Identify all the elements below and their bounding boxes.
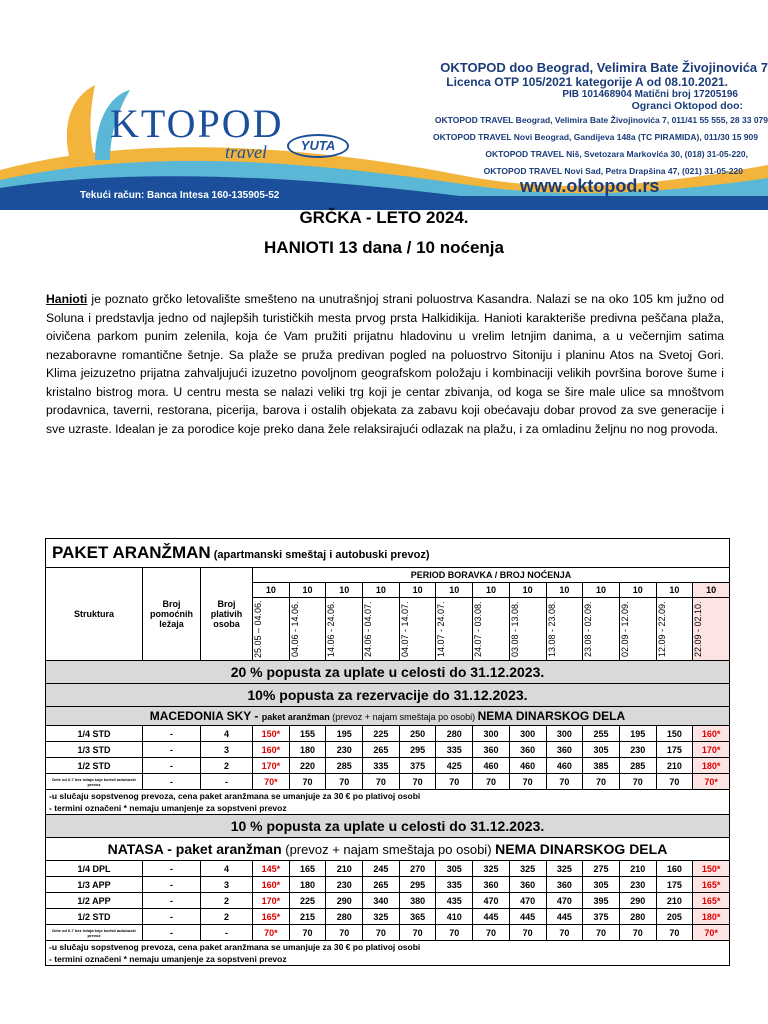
price-cell: 445 [546, 909, 583, 925]
page-title: GRČKA - LETO 2024. [299, 208, 469, 227]
price-cell: 175 [656, 742, 693, 758]
band-text: 10% popusta za rezervacije do 31.12.2023. [247, 687, 528, 703]
price-cell: 180* [693, 758, 730, 774]
price-cell: 275 [583, 861, 620, 877]
price-cell: 460 [473, 758, 510, 774]
price-cell: 300 [473, 726, 510, 742]
band-text: 10 % popusta za uplate u celosti do 31.12.2023. [230, 818, 545, 834]
price-cell: 145* [253, 861, 290, 877]
price-cell: 360 [546, 742, 583, 758]
price-cell: 470 [509, 893, 546, 909]
band-text: (prevoz + najam smeštaja po osobi) [329, 712, 478, 722]
logo-text: KTOPOD [110, 101, 284, 146]
price-cell: 165* [693, 893, 730, 909]
period-cell [326, 598, 363, 661]
footnote: - termini označeni * nemaju umanjenje za sopstveni prevoz [46, 953, 730, 966]
price-cell: 265 [363, 877, 400, 893]
price-cell: 180* [693, 909, 730, 925]
price-cell: 165 [289, 861, 326, 877]
band-text: (prevoz + najam smeštaja po osobi) [281, 842, 496, 857]
price-cell: 210 [656, 758, 693, 774]
price-cell: 460 [546, 758, 583, 774]
price-cell: 70 [546, 925, 583, 941]
nights-cell: 10 [656, 583, 693, 598]
struktura-cell: 1/3 APP [46, 877, 143, 893]
price-cell: 380 [399, 893, 436, 909]
company-line: PIB 101468904 Matični broj 17205196 [562, 89, 738, 100]
table-title: PAKET ARANŽMAN (apartmanski smeštaj i autobuski prevoz) [46, 539, 730, 568]
intro-text: je poznato grčko letovalište smešteno na unutrašnjoj strani poluostrva Kasandra. Nalazi se na oko 105 km južno od Soluna i predstavlja jedno od najlepših turističkih mesta prvog prsta Halkidikija. Hanioti karakteriše predivna peščana plaža, oivičena parkom punim zelenila, koja će Vam pružiti prijatnu hladovinu u vrelim letnjim danima, a u večernjim satima nezaboravne romantične šetnje. Sa plaže se pruža predivan pogled na poluostrvo Sitoniju i planinu Atos na Svetoj Gori. Klima jeizuzetno prijatna zahvaljujući izuzetno povoljnom geografskom položaju i kombinaciji velikih površina borove šume i kristalno bistrog mora. U centru mesta se nalazi veliki trg koji je centar zbivanja, od koga se šire male ulice sa mnoštvom prodavnica, taverni, restorana, picerija, barova i ostalih objekata za zabavu koji obećavaju dobar provod za sve generacije i sve uzraste. Idealan je za porodice koje preko dana žele relaksirajući odlazak na plažu, i za omladinu željnu no nog provoda. [46, 292, 724, 436]
price-cell: 70 [289, 925, 326, 941]
period-cell [363, 598, 400, 661]
footnote: - termini označeni * nemaju umanjenje za sopstveni prevoz [46, 802, 730, 815]
price-cell: 265 [363, 742, 400, 758]
platni-cell: 2 [201, 758, 253, 774]
branch-line: OKTOPOD TRAVEL Beograd, Velimira Bate Živojinovića 7, 011/41 55 555, 28 33 079 [434, 115, 768, 125]
price-table [45, 538, 729, 966]
nights-cell: 10 [583, 583, 620, 598]
header-platni: Broj plativih osoba [201, 568, 253, 661]
yuta-logo: YUTA [287, 134, 349, 158]
intro-paragraph [46, 290, 724, 438]
bank-account: Tekući račun: Banca Intesa 160-135905-52 [80, 190, 280, 201]
price-cell: 150 [656, 726, 693, 742]
band-text: paket aranžman [261, 712, 330, 722]
nights-cell: 10 [509, 583, 546, 598]
price-cell: 250 [399, 726, 436, 742]
table-row [46, 877, 730, 893]
pomocni-cell: - [143, 925, 201, 941]
hotel-line [46, 838, 730, 861]
nights-cell: 10 [326, 583, 363, 598]
price-cell: 70 [619, 925, 656, 941]
price-cell: 375 [399, 758, 436, 774]
pomocni-cell: - [143, 758, 201, 774]
price-cell: 165* [253, 909, 290, 925]
struktura-cell: Dete od 0-7 bez ležaja koje koristi autobuski prevoz [46, 925, 143, 941]
band-text: 20 % popusta za uplate u celosti do 31.12.2023. [230, 664, 545, 680]
price-cell: 180 [289, 742, 326, 758]
platni-cell: 2 [201, 893, 253, 909]
price-cell: 70 [619, 774, 656, 790]
period-label: 04.07 - 14.07. [399, 601, 410, 657]
price-cell: 70* [253, 925, 290, 941]
price-cell: 165* [693, 877, 730, 893]
hotel-line [46, 707, 730, 726]
price-cell: 70 [546, 774, 583, 790]
price-cell: 230 [326, 877, 363, 893]
nights-cell: 10 [399, 583, 436, 598]
platni-cell: 3 [201, 742, 253, 758]
platni-cell: 2 [201, 909, 253, 925]
price-cell: 335 [436, 742, 473, 758]
period-label: 13.08 - 23.08. [546, 601, 557, 657]
price-cell: 340 [363, 893, 400, 909]
period-cell [509, 598, 546, 661]
price-cell: 255 [583, 726, 620, 742]
price-cell: 285 [619, 758, 656, 774]
price-cell: 325 [546, 861, 583, 877]
price-cell: 360 [473, 877, 510, 893]
nights-cell: 10 [693, 583, 730, 598]
price-cell: 360 [509, 742, 546, 758]
price-cell: 460 [509, 758, 546, 774]
price-cell: 445 [473, 909, 510, 925]
nights-cell: 10 [546, 583, 583, 598]
branch-line: OKTOPOD TRAVEL Novi Beograd, Gandijeva 148a (TC PIRAMIDA), 011/30 15 909 [433, 132, 758, 142]
platni-cell: 4 [201, 861, 253, 877]
period-cell [253, 598, 290, 661]
price-cell: 70 [436, 925, 473, 941]
branch-line: OKTOPOD TRAVEL Niš, Svetozara Markovića 30, (018) 31-05-220, [485, 149, 748, 159]
period-label: 02.09 - 12.09. [619, 601, 630, 657]
header-pomocni: Broj pomoćnih ležaja [143, 568, 201, 661]
struktura-cell: 1/2 STD [46, 909, 143, 925]
price-cell: 410 [436, 909, 473, 925]
period-cell [289, 598, 326, 661]
price-cell: 70 [509, 774, 546, 790]
price-cell: 245 [363, 861, 400, 877]
period-cell [693, 598, 730, 661]
band-text: NEMA DINARSKOG DELA [495, 841, 668, 857]
price-cell: 210 [656, 893, 693, 909]
footnote: -u slučaju sopstvenog prevoza, cena paket aranžmana se umanjuje za 30 € po plativoj osobi [46, 941, 730, 954]
price-cell: 195 [326, 726, 363, 742]
pomocni-cell: - [143, 726, 201, 742]
price-cell: 70 [473, 925, 510, 941]
price-cell: 300 [509, 726, 546, 742]
price-cell: 70 [326, 774, 363, 790]
price-cell: 445 [509, 909, 546, 925]
price-cell: 210 [619, 861, 656, 877]
period-cell [546, 598, 583, 661]
struktura-cell: 1/4 STD [46, 726, 143, 742]
table-row [46, 893, 730, 909]
period-cell [436, 598, 473, 661]
nights-cell: 10 [619, 583, 656, 598]
price-cell: 70 [363, 925, 400, 941]
struktura-cell: 1/4 DPL [46, 861, 143, 877]
price-cell: 155 [289, 726, 326, 742]
price-cell: 295 [399, 877, 436, 893]
price-cell: 70 [656, 774, 693, 790]
pomocni-cell: - [143, 893, 201, 909]
price-cell: 375 [583, 909, 620, 925]
price-cell: 70 [583, 925, 620, 941]
price-cell: 180 [289, 877, 326, 893]
price-cell: 170* [253, 893, 290, 909]
price-cell: 170* [253, 758, 290, 774]
pomocni-cell: - [143, 877, 201, 893]
price-cell: 470 [473, 893, 510, 909]
price-cell: 70 [583, 774, 620, 790]
price-cell: 70 [326, 925, 363, 941]
price-cell: 160* [693, 726, 730, 742]
pomocni-cell: - [143, 774, 201, 790]
price-cell: 335 [363, 758, 400, 774]
price-cell: 305 [583, 877, 620, 893]
price-cell: 285 [326, 758, 363, 774]
period-label: 14.07 - 24.07. [436, 601, 447, 657]
pomocni-cell: - [143, 861, 201, 877]
period-label: 24.07 - 03.08. [473, 601, 484, 657]
period-cell [656, 598, 693, 661]
footnote: -u slučaju sopstvenog prevoza, cena paket aranžmana se umanjuje za 30 € po plativoj osobi [46, 790, 730, 803]
company-line: Licenca OTP 105/2021 kategorije A od 08.10.2021. [446, 75, 728, 89]
table-row [46, 909, 730, 925]
company-info [368, 60, 768, 180]
platni-cell: - [201, 774, 253, 790]
price-cell: 210 [326, 861, 363, 877]
intro-highlight: Hanioti [46, 292, 88, 306]
price-cell: 395 [583, 893, 620, 909]
price-cell: 325 [363, 909, 400, 925]
price-cell: 70 [509, 925, 546, 941]
nights-cell: 10 [253, 583, 290, 598]
period-cell [583, 598, 620, 661]
price-cell: 150* [693, 861, 730, 877]
band-text: MACEDONIA SKY - [149, 709, 262, 723]
price-cell: 215 [289, 909, 326, 925]
price-cell: 160* [253, 877, 290, 893]
period-label: 03.08 - 13.08. [509, 601, 520, 657]
price-cell: 270 [399, 861, 436, 877]
nights-cell: 10 [436, 583, 473, 598]
pomocni-cell: - [143, 742, 201, 758]
price-cell: 295 [399, 742, 436, 758]
price-cell: 280 [436, 726, 473, 742]
price-cell: 70 [399, 774, 436, 790]
platni-cell: 4 [201, 726, 253, 742]
price-cell: 290 [326, 893, 363, 909]
struktura-cell: 1/3 STD [46, 742, 143, 758]
period-cell [473, 598, 510, 661]
website-link[interactable]: www.oktopod.rs [520, 176, 660, 196]
table-row [46, 742, 730, 758]
period-cell [619, 598, 656, 661]
struktura-cell: 1/2 STD [46, 758, 143, 774]
period-label: 23.08 - 02.09. [583, 601, 594, 657]
price-cell: 220 [289, 758, 326, 774]
price-cell: 195 [619, 726, 656, 742]
price-cell: 225 [363, 726, 400, 742]
period-label: 24.06 - 04.07. [363, 601, 374, 657]
period-label: 14.06 - 24.06. [326, 601, 337, 657]
header-period: PERIOD BORAVKA / BROJ NOĆENJA [253, 568, 730, 583]
price-cell: 230 [619, 742, 656, 758]
price-cell: 230 [619, 877, 656, 893]
band-text: NEMA DINARSKOG DELA [477, 709, 626, 723]
price-cell: 325 [509, 861, 546, 877]
company-line: OKTOPOD doo Beograd, Velimira Bate Živojinovića 7 [440, 60, 768, 75]
discount-line [46, 684, 730, 707]
price-cell: 360 [546, 877, 583, 893]
branch-line: OKTOPOD TRAVEL Novi Sad, Petra Drapšina 47, (021) 31-05-220 [483, 166, 743, 176]
price-cell: 425 [436, 758, 473, 774]
price-cell: 335 [436, 877, 473, 893]
period-cell [399, 598, 436, 661]
price-cell: 305 [436, 861, 473, 877]
table-row [46, 925, 730, 941]
company-line: Ogranci Oktopod doo: [631, 100, 743, 112]
header-struktura: Struktura [46, 568, 143, 661]
price-cell: 70 [473, 774, 510, 790]
price-cell: 70* [253, 774, 290, 790]
period-label: 25.05 – 04.06. [253, 600, 263, 658]
platni-cell: 3 [201, 877, 253, 893]
price-cell: 230 [326, 742, 363, 758]
price-cell: 360 [473, 742, 510, 758]
price-cell: 70 [436, 774, 473, 790]
price-cell: 435 [436, 893, 473, 909]
struktura-cell: 1/2 APP [46, 893, 143, 909]
price-cell: 70* [693, 774, 730, 790]
logo-subtitle: travel [225, 142, 267, 162]
nights-cell: 10 [363, 583, 400, 598]
nights-cell: 10 [289, 583, 326, 598]
period-label: 22.09 - 02.10. [693, 601, 704, 657]
nights-cell: 10 [473, 583, 510, 598]
price-cell: 70 [399, 925, 436, 941]
price-cell: 225 [289, 893, 326, 909]
pomocni-cell: - [143, 909, 201, 925]
table-row [46, 861, 730, 877]
price-cell: 160* [253, 742, 290, 758]
band-text: NATASA - paket aranžman [107, 841, 282, 857]
price-cell: 470 [546, 893, 583, 909]
price-cell: 385 [583, 758, 620, 774]
table-row [46, 758, 730, 774]
price-cell: 160 [656, 861, 693, 877]
price-cell: 290 [619, 893, 656, 909]
price-cell: 150* [253, 726, 290, 742]
price-cell: 360 [509, 877, 546, 893]
price-cell: 365 [399, 909, 436, 925]
letterhead [0, 0, 768, 205]
price-cell: 70 [363, 774, 400, 790]
price-cell: 325 [473, 861, 510, 877]
table-row [46, 726, 730, 742]
price-cell: 300 [546, 726, 583, 742]
price-cell: 205 [656, 909, 693, 925]
price-cell: 280 [326, 909, 363, 925]
struktura-cell: Dete od 0-7 bez ležaja koje koristi autobuski prevoz [46, 774, 143, 790]
table-row [46, 774, 730, 790]
discount-line [46, 661, 730, 684]
period-label: 04.06 - 14.06. [289, 601, 300, 657]
platni-cell: - [201, 925, 253, 941]
price-cell: 280 [619, 909, 656, 925]
page-subtitle: HANIOTI 13 dana / 10 noćenja [264, 238, 504, 257]
price-cell: 70 [656, 925, 693, 941]
price-cell: 170* [693, 742, 730, 758]
price-cell: 305 [583, 742, 620, 758]
price-cell: 70 [289, 774, 326, 790]
discount-line [46, 815, 730, 838]
price-cell: 70* [693, 925, 730, 941]
period-label: 12.09 - 22.09. [656, 601, 667, 657]
price-cell: 175 [656, 877, 693, 893]
